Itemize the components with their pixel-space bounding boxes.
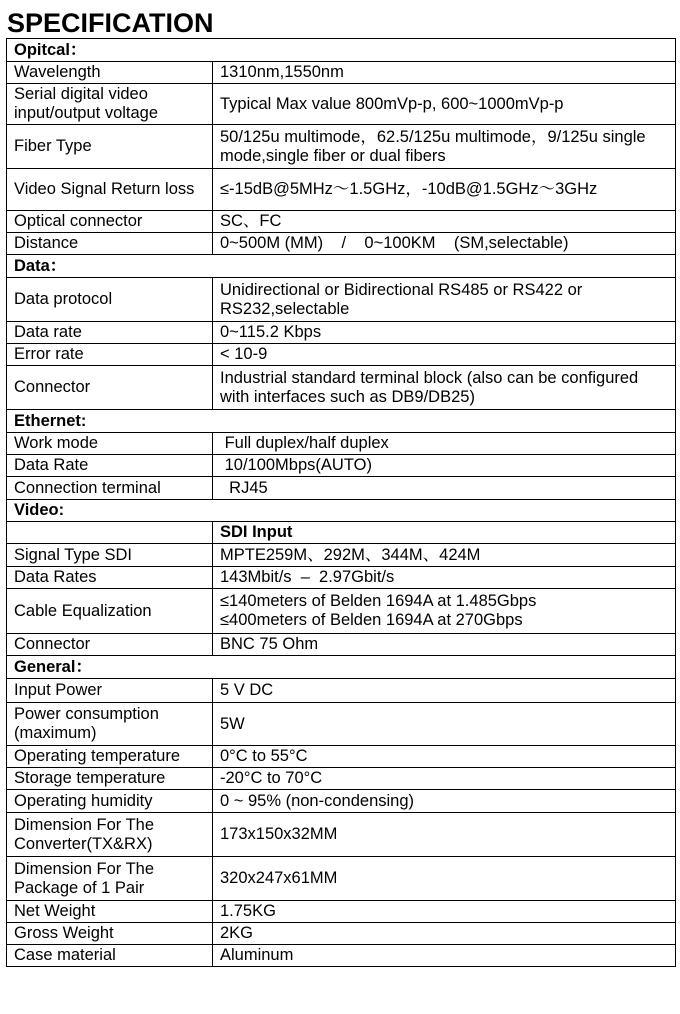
spec-row — [7, 433, 676, 455]
spec-value: SDI Input — [213, 522, 676, 544]
spec-label: Case material — [7, 945, 213, 967]
spec-row — [7, 366, 676, 410]
spec-value: -20°C to 70°C — [213, 768, 676, 790]
spec-row — [7, 455, 676, 477]
spec-label: Fiber Type — [7, 125, 213, 169]
spec-label: Operating humidity — [7, 790, 213, 813]
section-label: Data： — [7, 255, 676, 278]
spec-row — [7, 278, 676, 322]
spec-label: Power consumption (maximum) — [7, 703, 213, 746]
spec-label: Error rate — [7, 344, 213, 366]
spec-row — [7, 62, 676, 84]
spec-label: Data Rate — [7, 455, 213, 477]
section-header-row — [7, 39, 676, 62]
spec-value: Unidirectional or Bidirectional RS485 or RS422 or RS232,selectable — [213, 278, 676, 322]
section-label: Video: — [7, 500, 676, 522]
spec-label: Data protocol — [7, 278, 213, 322]
spec-label: Data rate — [7, 322, 213, 344]
spec-row — [7, 589, 676, 634]
spec-row — [7, 84, 676, 125]
spec-value: 10/100Mbps(AUTO) — [213, 455, 676, 477]
spec-row — [7, 634, 676, 656]
spec-value: 143Mbit/s – 2.97Gbit/s — [213, 567, 676, 589]
section-header-row — [7, 410, 676, 433]
spec-row — [7, 945, 676, 967]
spec-value: SC、FC — [213, 211, 676, 233]
spec-value: ≤-15dB@5MHz～1.5GHz，-10dB@1.5GHz～3GHz — [213, 169, 676, 211]
spec-value: 320x247x61MM — [213, 857, 676, 901]
spec-value: 0°C to 55°C — [213, 746, 676, 768]
section-header-row — [7, 500, 676, 522]
spec-value: 5 V DC — [213, 679, 676, 703]
spec-label: Dimension For The Package of 1 Pair — [7, 857, 213, 901]
spec-label: Gross Weight — [7, 923, 213, 945]
spec-value: Aluminum — [213, 945, 676, 967]
spec-label: Work mode — [7, 433, 213, 455]
spec-row — [7, 857, 676, 901]
section-header-row — [7, 255, 676, 278]
spec-value: RJ45 — [213, 477, 676, 500]
spec-label: Net Weight — [7, 901, 213, 923]
spec-label: Connection terminal — [7, 477, 213, 500]
spec-row — [7, 233, 676, 255]
section-label: General： — [7, 656, 676, 679]
spec-label: Serial digital video input/output voltage — [7, 84, 213, 125]
section-label: Ethernet: — [7, 410, 676, 433]
spec-value: < 10-9 — [213, 344, 676, 366]
spec-row — [7, 813, 676, 857]
spec-value: 50/125u multimode，62.5/125u multimode，9/125u single mode,single fiber or dual fibers — [213, 125, 676, 169]
spec-value: 0~500M (MM) / 0~100KM (SM,selectable) — [213, 233, 676, 255]
spec-value: BNC 75 Ohm — [213, 634, 676, 656]
spec-value: MPTE259M、292M、344M、424M — [213, 544, 676, 567]
spec-label: Operating temperature — [7, 746, 213, 768]
spec-value: Typical Max value 800mVp-p, 600~1000mVp-p — [213, 84, 676, 125]
spec-label: Connector — [7, 634, 213, 656]
section-label: Opitcal： — [7, 39, 676, 62]
spec-row — [7, 746, 676, 768]
spec-label: Input Power — [7, 679, 213, 703]
spec-row — [7, 923, 676, 945]
spec-label: Video Signal Return loss — [7, 169, 213, 211]
section-header-row — [7, 656, 676, 679]
spec-row — [7, 703, 676, 746]
spec-table — [6, 38, 676, 967]
spec-value: Industrial standard terminal block (also can be configured with interfaces such as DB9/DB25) — [213, 366, 676, 410]
spec-value: Full duplex/half duplex — [213, 433, 676, 455]
spec-row — [7, 790, 676, 813]
spec-row — [7, 522, 676, 544]
spec-row — [7, 544, 676, 567]
spec-value: ≤140meters of Belden 1694A at 1.485Gbps ≤400meters of Belden 1694A at 270Gbps — [213, 589, 676, 634]
spec-row — [7, 567, 676, 589]
page-title: SPECIFICATION — [7, 8, 214, 38]
spec-label: Connector — [7, 366, 213, 410]
spec-label: Optical connector — [7, 211, 213, 233]
spec-table-body — [7, 39, 676, 967]
spec-label: Distance — [7, 233, 213, 255]
spec-row — [7, 901, 676, 923]
spec-row — [7, 344, 676, 366]
spec-row — [7, 679, 676, 703]
spec-value: 1.75KG — [213, 901, 676, 923]
spec-value: 0~115.2 Kbps — [213, 322, 676, 344]
spec-label — [7, 522, 213, 544]
spec-value: 173x150x32MM — [213, 813, 676, 857]
spec-value: 5W — [213, 703, 676, 746]
spec-row — [7, 125, 676, 169]
spec-label: Wavelength — [7, 62, 213, 84]
spec-value: 2KG — [213, 923, 676, 945]
spec-row — [7, 169, 676, 211]
spec-row — [7, 322, 676, 344]
spec-label: Data Rates — [7, 567, 213, 589]
spec-value: 1310nm,1550nm — [213, 62, 676, 84]
spec-label: Cable Equalization — [7, 589, 213, 634]
spec-row — [7, 211, 676, 233]
spec-row — [7, 768, 676, 790]
spec-row — [7, 477, 676, 500]
spec-value: 0 ~ 95% (non-condensing) — [213, 790, 676, 813]
spec-label: Signal Type SDI — [7, 544, 213, 567]
spec-label: Dimension For The Converter(TX&RX) — [7, 813, 213, 857]
spec-label: Storage temperature — [7, 768, 213, 790]
